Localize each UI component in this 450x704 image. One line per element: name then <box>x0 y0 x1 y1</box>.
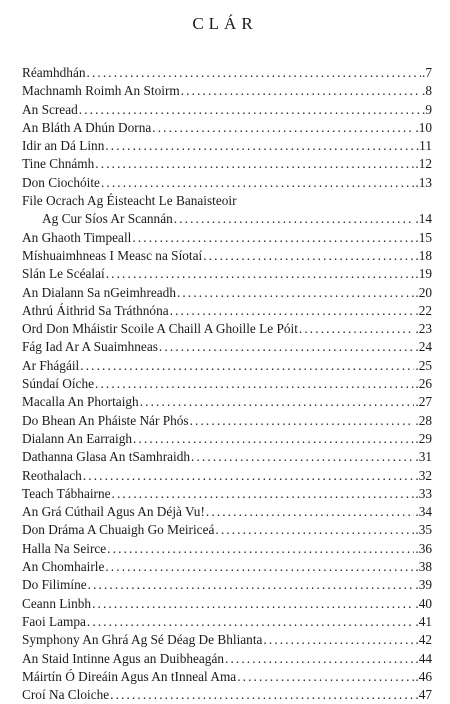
toc-entry-title: Athrú Áithrid Sa Tráthnóna <box>22 302 169 318</box>
toc-page-number: .14 <box>415 211 432 227</box>
toc-entry-title: Tine Chnámh <box>22 156 95 172</box>
toc-entry <box>22 247 432 265</box>
toc-entry <box>22 229 432 247</box>
toc-entry-title: Slán Le Scéalaí <box>22 266 105 282</box>
toc-page-number: .33 <box>415 485 432 501</box>
dot-leader <box>263 631 414 649</box>
dot-leader <box>299 320 414 338</box>
dot-leader <box>133 430 414 448</box>
toc-page-number: .46 <box>415 668 432 684</box>
toc-entry-title: An Chomhairle <box>22 559 105 575</box>
toc-page-number: .40 <box>415 595 432 611</box>
toc-entry-title: Dialann An Earraigh <box>22 430 133 446</box>
toc-entry-title: Don Dráma A Chuaigh Go Meiriceá <box>22 522 215 538</box>
toc-entry-title: Ar Fhágáil <box>22 357 80 373</box>
toc-page-number: .10 <box>415 119 432 135</box>
toc-page-number: .27 <box>415 394 432 410</box>
toc-page-number: .41 <box>415 613 432 629</box>
dot-leader <box>203 247 414 265</box>
toc-entry <box>22 338 432 356</box>
toc-entry <box>22 119 432 137</box>
toc-entry-title: Súndaí Oíche <box>22 376 95 392</box>
dot-leader <box>87 64 422 82</box>
dot-leader <box>80 357 414 375</box>
dot-leader <box>159 338 414 356</box>
toc-entry <box>22 284 432 302</box>
toc-page-number: .29 <box>415 430 432 446</box>
toc-entry-title: Symphony An Ghrá Ag Sé Déag De Bhlianta <box>22 632 263 648</box>
toc-page-number: .31 <box>415 449 432 465</box>
dot-leader <box>206 503 414 521</box>
toc-entry <box>22 540 432 558</box>
toc-page-number: .19 <box>415 266 432 282</box>
toc-entry-title: Do Bhean An Pháiste Nár Phós <box>22 412 189 428</box>
toc-page-number: .15 <box>415 229 432 245</box>
toc-entry-title: An Staid Intinne Agus an Duibheagán <box>22 650 225 666</box>
dot-leader <box>83 467 415 485</box>
toc-page-number: .34 <box>415 504 432 520</box>
toc-entry-title: Dathanna Glasa An tSamhraidh <box>22 449 191 465</box>
toc-entry <box>22 558 432 576</box>
toc-entry-title: An Ghaoth Timpeall <box>22 229 132 245</box>
dot-leader <box>88 576 415 594</box>
toc-entry-title: Ceann Linbh <box>22 595 92 611</box>
toc-entry <box>22 302 432 320</box>
toc-entry-title: Ord Don Mháistir Scoile A Chaill A Ghoille Le Póit <box>22 321 298 337</box>
dot-leader <box>225 650 414 668</box>
toc-entry <box>22 357 432 375</box>
toc-entry-title: Macalla An Phortaigh <box>22 394 139 410</box>
toc-page-number: .47 <box>415 687 432 703</box>
toc-page-number: .18 <box>415 247 432 263</box>
toc-page-number: .24 <box>415 339 432 355</box>
toc-entry <box>22 595 432 613</box>
toc-entry-title: Faoi Lampa <box>22 613 86 629</box>
dot-leader <box>95 375 414 393</box>
dot-leader <box>132 229 414 247</box>
toc-entry <box>22 650 432 668</box>
toc-entry <box>22 82 432 100</box>
toc-entry <box>22 64 432 82</box>
toc-page-number: .13 <box>415 174 432 190</box>
toc-entry-title: An Dialann Sa nGeimhreadh <box>22 284 176 300</box>
dot-leader <box>152 119 414 137</box>
toc-entry-title: Máirtín Ó Direáin Agus An tInneal Ama <box>22 668 237 684</box>
toc-page-number: .11 <box>415 138 432 154</box>
dot-leader <box>190 412 415 430</box>
dot-leader <box>215 521 414 539</box>
dot-leader <box>105 558 414 576</box>
toc-entry <box>22 613 432 631</box>
dot-leader <box>170 302 415 320</box>
dot-leader <box>79 101 421 119</box>
table-of-contents <box>22 64 432 704</box>
toc-entry <box>22 448 432 466</box>
toc-entry-title: File Ocrach Ag Éisteacht Le Banaisteoir <box>22 193 237 209</box>
dot-leader <box>105 137 415 155</box>
toc-page-number: .36 <box>415 540 432 556</box>
toc-entry-title: Réamhdhán <box>22 65 86 80</box>
dot-leader <box>101 174 414 192</box>
dot-leader <box>107 540 414 558</box>
toc-entry-title: Míshuaimhneas I Measc na Síotaí <box>22 247 203 263</box>
toc-page-number: .39 <box>415 577 432 593</box>
toc-entry <box>22 192 432 210</box>
toc-entry <box>22 265 432 283</box>
toc-entry <box>22 101 432 119</box>
toc-page-number: .28 <box>415 412 432 428</box>
toc-entry-title-continuation: Ag Cur Síos Ar Scannán <box>42 211 173 227</box>
toc-page-number: .44 <box>415 650 432 666</box>
toc-entry-title: Idir an Dá Linn <box>22 138 105 154</box>
toc-entry <box>22 320 432 338</box>
toc-entry <box>22 430 432 448</box>
toc-entry <box>22 503 432 521</box>
dot-leader <box>177 284 414 302</box>
toc-entry-title: Teach Tábhairne <box>22 485 111 501</box>
toc-page-number: .7 <box>422 65 432 80</box>
toc-page-number: .20 <box>415 284 432 300</box>
dot-leader <box>140 393 415 411</box>
toc-entry <box>22 393 432 411</box>
toc-entry-title: Croí Na Cloiche <box>22 687 110 703</box>
toc-entry <box>22 485 432 503</box>
toc-entry <box>22 668 432 686</box>
toc-entry <box>22 631 432 649</box>
toc-page-number: .8 <box>422 83 432 99</box>
toc-page-number: .38 <box>415 559 432 575</box>
toc-entry <box>22 686 432 704</box>
toc-page-number: .23 <box>415 321 432 337</box>
toc-entry-title: An Bláth A Dhún Dorna <box>22 119 152 135</box>
toc-page-number: .12 <box>415 156 432 172</box>
toc-entry <box>22 467 432 485</box>
toc-entry <box>22 375 432 393</box>
toc-entry <box>22 412 432 430</box>
toc-entry <box>22 174 432 192</box>
toc-entry-title: Halla Na Seirce <box>22 540 107 556</box>
toc-entry <box>22 155 432 173</box>
toc-page-number: .25 <box>415 357 432 373</box>
toc-page-number: .35 <box>415 522 432 538</box>
dot-leader <box>95 155 414 173</box>
toc-page-number: .9 <box>422 101 432 117</box>
toc-entry-title: Fág Iad Ar A Suaimhneas <box>22 339 158 355</box>
toc-page-number: .22 <box>415 302 432 318</box>
toc-entry <box>22 137 432 155</box>
dot-leader <box>174 210 415 228</box>
toc-entry-title: An Scread <box>22 101 78 117</box>
toc-page-number: .42 <box>415 632 432 648</box>
page-heading: CLÁR <box>192 14 258 33</box>
dot-leader <box>110 686 414 704</box>
toc-entry-title: Don Ciochóite <box>22 174 100 190</box>
dot-leader <box>181 82 421 100</box>
dot-leader <box>92 595 414 613</box>
toc-page-number: .26 <box>415 376 432 392</box>
dot-leader <box>112 485 415 503</box>
toc-entry <box>22 521 432 539</box>
toc-entry-title: Do Filimíne <box>22 577 87 593</box>
toc-entry-title: Machnamh Roimh An Stoirm <box>22 83 180 99</box>
dot-leader <box>106 265 415 283</box>
toc-entry-title: An Grá Cúthail Agus An Déjà Vu! <box>22 504 205 520</box>
toc-page-number: .32 <box>415 467 432 483</box>
dot-leader <box>237 668 414 686</box>
dot-leader <box>87 613 414 631</box>
toc-entry-title: Reothalach <box>22 467 82 483</box>
toc-entry-continuation <box>22 210 432 228</box>
dot-leader <box>191 448 414 466</box>
toc-entry <box>22 576 432 594</box>
